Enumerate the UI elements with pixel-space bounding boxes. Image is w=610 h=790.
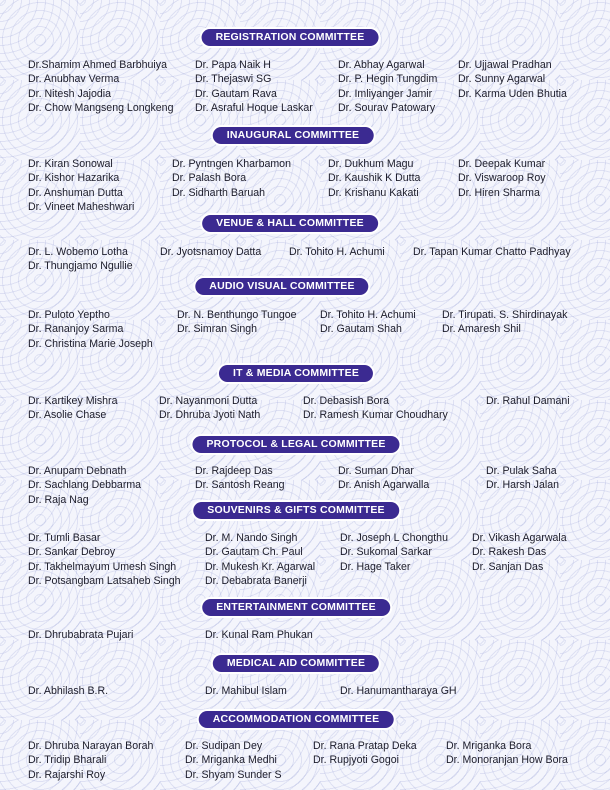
member-name: Dr. L. Wobemo Lotha (28, 246, 128, 258)
member-name: Dr. Asraful Hoque Laskar (195, 101, 313, 114)
member-name: Dr. Palash Bora (172, 172, 247, 185)
member-name: Dr. Viswaroop Roy (458, 172, 546, 185)
member-name: Dr. Asolie Chase (28, 409, 107, 422)
member-name: Dr. N. Benthungo Tungoe (177, 309, 297, 321)
member-name: Dr. Dukhum Magu (328, 158, 414, 170)
member-name: Dr. Sachlang Debbarma (28, 479, 142, 492)
member-name: Dr. Rupjyoti Gogoi (313, 754, 399, 767)
member-name: Dr. Ujjawal Pradhan (458, 59, 552, 71)
member-name: Dr. Dhruba Narayan Borah (28, 740, 154, 752)
committee-title: IT & MEDIA COMMITTEE (219, 365, 373, 382)
member-name: Dr. Papa Naik H (195, 59, 271, 71)
member-name: Dr. Thejaswi SG (195, 73, 272, 86)
member-name: Dr. Kaushik K Dutta (328, 172, 421, 185)
member-name: Dr. Shyam Sunder S (185, 768, 282, 781)
member-name: Dr. Chow Mangseng Longkeng (28, 101, 174, 114)
member-name: Dr. Ramesh Kumar Choudhary (303, 409, 448, 422)
member-name: Dr. Deepak Kumar (458, 158, 546, 170)
member-name: Dr. Rajdeep Das (195, 465, 273, 477)
member-name: Dr. Krishanu Kakati (328, 186, 419, 199)
committee-title: SOUVENIRS & GIFTS COMMITTEE (193, 502, 399, 519)
member-name: Dr. Sukomal Sarkar (340, 546, 432, 559)
member-name: Dr. Gautam Shah (320, 323, 402, 336)
member-name: Dr. Gautam Rava (195, 87, 277, 100)
member-name: Dr. Hiren Sharma (458, 186, 540, 199)
member-name: Dr. Harsh Jalan (486, 479, 560, 492)
member-name: Dr. M. Nando Singh (205, 532, 298, 544)
committee-title: AUDIO VISUAL COMMITTEE (195, 278, 368, 295)
member-name: Dr. Vineet Maheshwari (28, 200, 135, 213)
member-name: Dr. Debasish Bora (303, 395, 389, 407)
member-name: Dr. Mahibul Islam (205, 685, 287, 697)
member-name: Dr. Simran Singh (177, 323, 258, 336)
member-name: Dr. Anupam Debnath (28, 465, 127, 477)
member-name: Dr. Rana Pratap Deka (313, 740, 417, 752)
member-name: Dr. Nitesh Jajodia (28, 87, 112, 100)
committee-title: INAUGURAL COMMITTEE (213, 127, 374, 144)
member-name: Dr. Sankar Debroy (28, 546, 116, 559)
member-name: Dr. Tohito H. Achumi (320, 309, 416, 321)
member-name: Dr. Christina Marie Joseph (28, 337, 153, 350)
member-name: Dr. Imliyanger Jamir (338, 87, 433, 100)
member-name: Dr. Sanjan Das (472, 560, 544, 573)
member-name: Dr. Vikash Agarwala (472, 532, 567, 544)
member-name: Dr. Hanumantharaya GH (340, 685, 457, 697)
committee-title: MEDICAL AID COMMITTEE (213, 655, 379, 672)
member-name: Dr. Sudipan Dey (185, 740, 263, 752)
member-name: Dr. Anshuman Dutta (28, 186, 123, 199)
member-name: Dr. Abhilash B.R. (28, 685, 109, 697)
member-name: Dr. P. Hegin Tungdim (338, 73, 438, 86)
member-name: Dr. Tohito H. Achumi (289, 246, 385, 258)
member-name: Dr. Mukesh Kr. Agarwal (205, 560, 316, 573)
member-name: Dr.Shamim Ahmed Barbhuiya (28, 59, 167, 71)
member-name: Dr. Santosh Reang (195, 479, 285, 492)
committee-title: ENTERTAINMENT COMMITTEE (202, 599, 390, 616)
member-name: Dr. Mriganka Medhi (185, 754, 277, 767)
member-name: Dr. Suman Dhar (338, 465, 414, 477)
member-name: Dr. Kunal Ram Phukan (205, 629, 313, 641)
member-name: Dr. Karma Uden Bhutia (458, 87, 567, 100)
member-name: Dr. Rakesh Das (472, 546, 547, 559)
committee-title: PROTOCOL & LEGAL COMMITTEE (192, 436, 399, 453)
member-name: Dr. Dhruba Jyoti Nath (159, 409, 261, 422)
member-name: Dr. Dhrubabrata Pujari (28, 629, 134, 641)
member-name: Dr. Kiran Sonowal (28, 158, 113, 170)
member-name: Dr. Anish Agarwalla (338, 479, 430, 492)
member-name: Dr. Raja Nag (28, 493, 89, 506)
member-name: Dr. Pulak Saha (486, 465, 557, 477)
member-name: Dr. Sidharth Baruah (172, 186, 266, 199)
member-name: Dr. Thungjamo Ngullie (28, 260, 133, 273)
member-name: Dr. Amaresh Shil (442, 323, 521, 336)
member-name: Dr. Tapan Kumar Chatto Padhyay (413, 246, 571, 258)
member-name: Dr. Gautam Ch. Paul (205, 546, 303, 559)
member-name: Dr. Tirupati. S. Shirdinayak (442, 309, 568, 321)
member-name: Dr. Sourav Patowary (338, 101, 436, 114)
member-name: Dr. Tridip Bharali (28, 754, 107, 767)
committee-title: REGISTRATION COMMITTEE (202, 29, 379, 46)
member-name: Dr. Hage Taker (340, 560, 411, 573)
member-name: Dr. Abhay Agarwal (338, 59, 425, 71)
member-name: Dr. Rananjoy Sarma (28, 323, 124, 336)
member-name: Dr. Nayanmoni Dutta (159, 395, 258, 407)
member-name: Dr. Puloto Yeptho (28, 309, 110, 321)
member-name: Dr. Anubhav Verma (28, 73, 120, 86)
member-name: Dr. Sunny Agarwal (458, 73, 546, 86)
member-name: Dr. Rahul Damani (486, 395, 570, 407)
member-name: Dr. Kartikey Mishra (28, 395, 118, 407)
member-name: Dr. Debabrata Banerji (205, 574, 307, 587)
member-name: Dr. Takhelmayum Umesh Singh (28, 560, 177, 573)
committee-title: VENUE & HALL COMMITTEE (202, 215, 378, 232)
member-name: Dr. Monoranjan How Bora (446, 754, 568, 767)
member-name: Dr. Kishor Hazarika (28, 172, 120, 185)
member-name: Dr. Potsangbam Latsaheb Singh (28, 574, 181, 587)
member-name: Dr. Pyntngen Kharbamon (172, 158, 291, 170)
member-name: Dr. Rajarshi Roy (28, 768, 106, 781)
member-name: Dr. Tumli Basar (28, 532, 101, 544)
member-name: Dr. Jyotsnamoy Datta (160, 246, 262, 258)
member-name: Dr. Joseph L Chongthu (340, 532, 448, 544)
member-name: Dr. Mriganka Bora (446, 740, 532, 752)
committee-title: ACCOMMODATION COMMITTEE (199, 711, 394, 728)
